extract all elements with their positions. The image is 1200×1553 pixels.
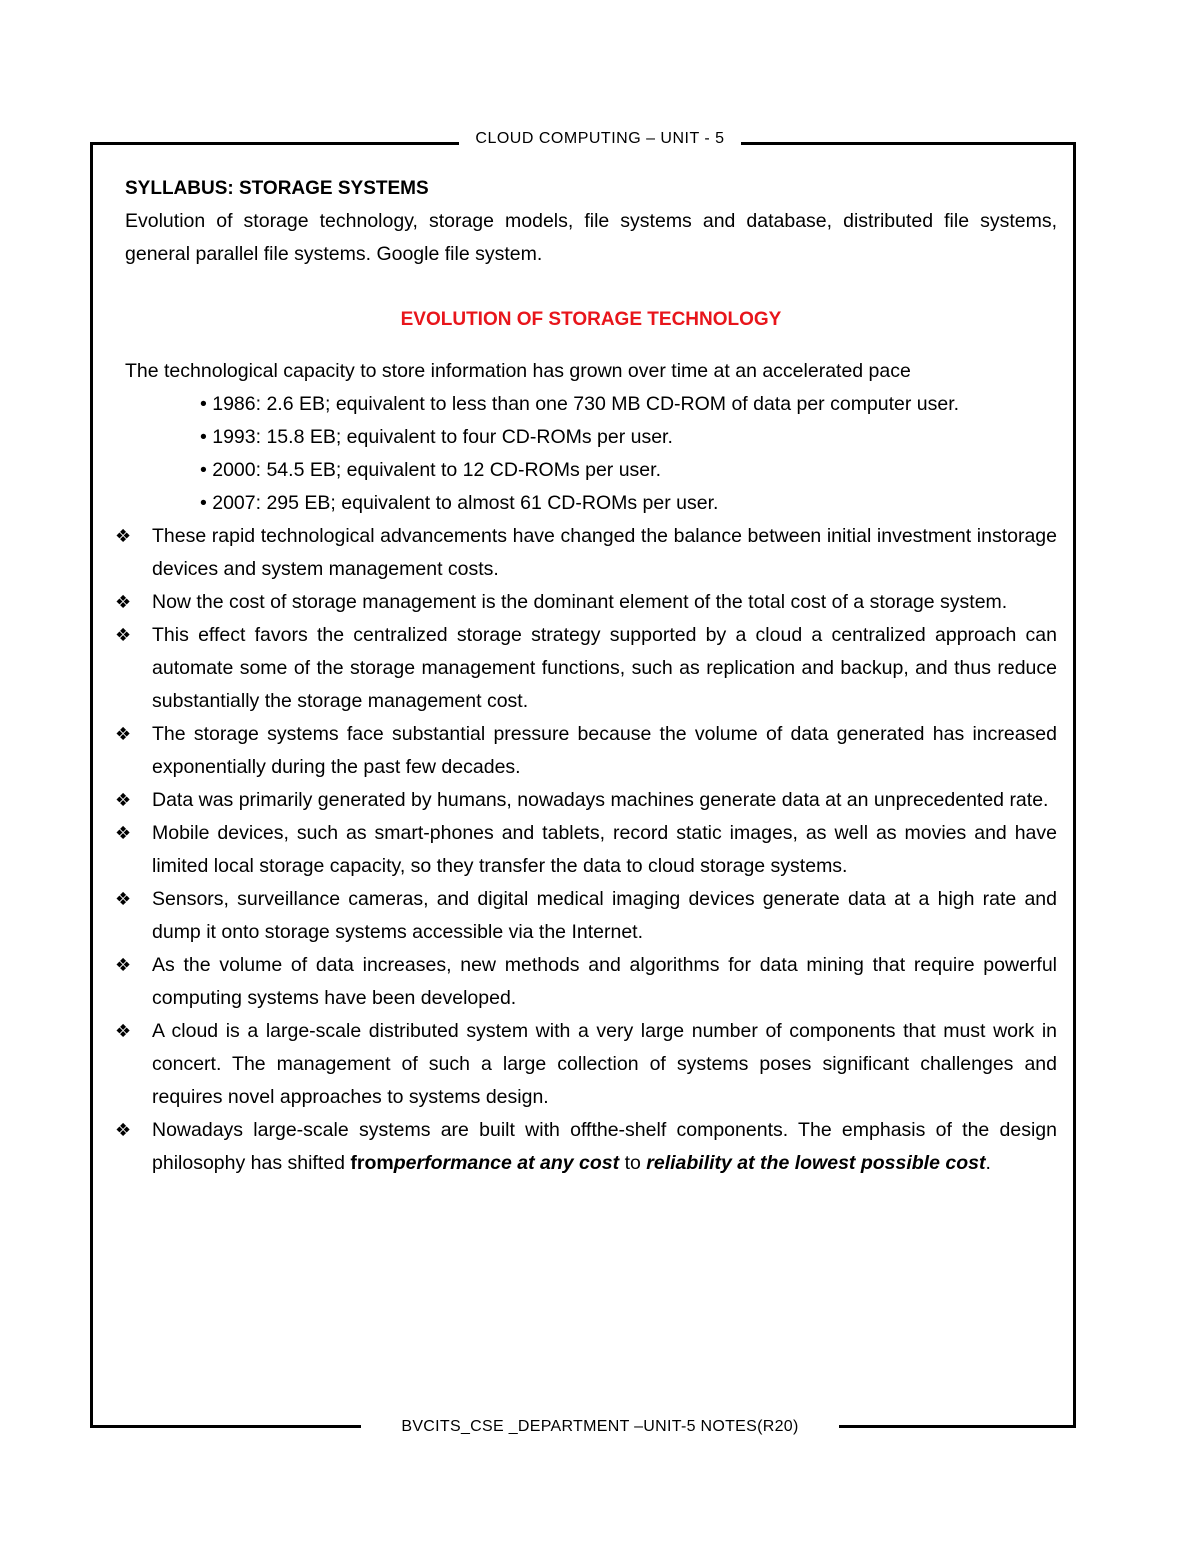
diamond-bullet-icon: ❖ — [115, 1021, 132, 1042]
point-text-end: . — [985, 1152, 991, 1174]
point-text: Now the cost of storage management is the dominant element of the total cost of a storage system. — [152, 591, 1008, 613]
point-text: These rapid technological advancements have changed the balance between initial investment instorage devices and system management costs. — [152, 525, 1057, 580]
list-item — [115, 784, 1057, 817]
milestone-item: • 2000: 54.5 EB; equivalent to 12 CD-ROMs per user. — [200, 459, 661, 481]
diamond-bullet-icon: ❖ — [115, 1120, 132, 1141]
milestone-item: • 1993: 15.8 EB; equivalent to four CD-ROMs per user. — [200, 426, 673, 448]
header-title: CLOUD COMPUTING – UNIT - 5 — [459, 130, 740, 147]
milestone-list — [125, 388, 1057, 520]
diamond-bullet-icon: ❖ — [115, 625, 132, 646]
point-text: This effect favors the centralized storage strategy supported by a cloud a centralized approach can automate some of the storage management functions, such as replication and backup, and thus reduce substantially the storage management cost. — [152, 624, 1057, 712]
list-item — [115, 718, 1057, 784]
milestone-item: • 1986: 2.6 EB; equivalent to less than one 730 MB CD-ROM of data per computer user. — [200, 393, 960, 415]
list-item — [115, 520, 1057, 586]
page-content — [115, 172, 1057, 1180]
footer-text: BVCITS_CSE _DEPARTMENT –UNIT-5 NOTES(R20) — [361, 1418, 838, 1435]
diamond-bullet-icon: ❖ — [115, 724, 132, 745]
list-item — [115, 817, 1057, 883]
syllabus-title: SYLLABUS: STORAGE SYSTEMS — [125, 178, 429, 199]
point-text-to: to — [619, 1152, 647, 1174]
syllabus-text: Evolution of storage technology, storage models, file systems and database, distributed file systems, general parallel file systems. Google file system. — [125, 210, 1057, 265]
section-intro: The technological capacity to store information has grown over time at an accelerated pace — [125, 360, 911, 382]
list-item — [115, 883, 1057, 949]
diamond-bullet-icon: ❖ — [115, 823, 132, 844]
milestone-item: • 2007: 295 EB; equivalent to almost 61 CD-ROMs per user. — [200, 492, 719, 514]
point-text-from: from — [350, 1152, 394, 1174]
point-text-emphasis-2: reliability at the lowest possible cost — [646, 1152, 986, 1174]
page-header — [0, 130, 1200, 148]
diamond-bullet-icon: ❖ — [115, 526, 132, 547]
list-item — [115, 1015, 1057, 1114]
list-item — [115, 949, 1057, 1015]
point-list — [115, 520, 1057, 1180]
diamond-bullet-icon: ❖ — [115, 790, 132, 811]
diamond-bullet-icon: ❖ — [115, 955, 132, 976]
point-text-emphasis-1: performance at any cost — [393, 1152, 620, 1174]
point-text: Data was primarily generated by humans, nowadays machines generate data at an unprecedented rate. — [152, 789, 1049, 811]
point-text: The storage systems face substantial pressure because the volume of data generated has increased exponentially during the past few decades. — [152, 723, 1057, 778]
point-text: As the volume of data increases, new methods and algorithms for data mining that require powerful computing systems have been developed. — [152, 954, 1057, 1009]
point-text: A cloud is a large-scale distributed system with a very large number of components that must work in concert. The management of such a large collection of systems poses significant challenges and requires novel approaches to systems design. — [152, 1020, 1057, 1108]
list-item — [115, 586, 1057, 619]
point-text: Mobile devices, such as smart-phones and tablets, record static images, as well as movies and have limited local storage capacity, so they transfer the data to cloud storage systems. — [152, 822, 1057, 877]
page-footer — [0, 1418, 1200, 1436]
list-item — [115, 1114, 1057, 1180]
section-heading: EVOLUTION OF STORAGE TECHNOLOGY — [400, 309, 782, 330]
diamond-bullet-icon: ❖ — [115, 592, 132, 613]
diamond-bullet-icon: ❖ — [115, 889, 132, 910]
point-text-prefix: Nowadays large-scale systems are built with offthe-shelf components. The emphasis of the design philosophy has shifted — [152, 1119, 1057, 1174]
point-text: Sensors, surveillance cameras, and digital medical imaging devices generate data at a high rate and dump it onto storage systems accessible via the Internet. — [152, 888, 1057, 943]
list-item — [115, 619, 1057, 718]
